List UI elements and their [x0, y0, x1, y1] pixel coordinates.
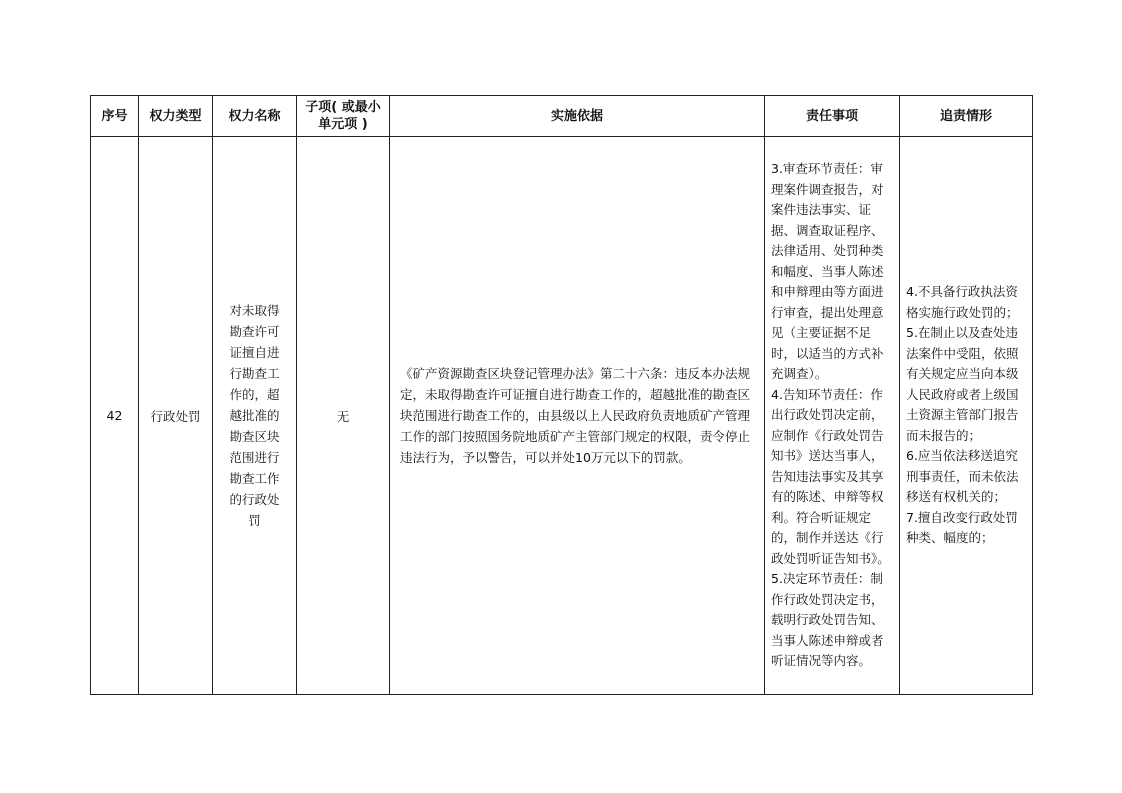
header-responsibilities: 责任事项 — [765, 96, 900, 137]
power-name-text: 对未取得勘查许可证擅自进行勘查工作的，超越批准的勘查区块范围进行勘查工作的行政处罚 — [229, 303, 280, 528]
cell-responsibilities — [765, 137, 900, 695]
accountability-item: 5.在制止以及查处违法案件中受阻，依照有关规定应当向本级人民政府或者上级国土资源主管部门报告而未报告的； — [906, 325, 1019, 443]
header-seq: 序号 — [91, 96, 139, 137]
basis-text: 《矿产资源勘查区块登记管理办法》第二十六条：违反本办法规定，未取得勘查许可证擅自进行勘查工作的，超越批准的勘查区块范围进行勘查工作的，由县级以上人民政府负责地质矿产管理工作的部门按照国务院地质矿产主管部门规定的权限，责令停止违法行为，予以警告，可以并处10万元以下的罚款。 — [400, 366, 751, 465]
header-sub-item: 子项( 或最小单元项 ) — [297, 96, 390, 137]
cell-seq: 42 — [91, 137, 139, 695]
cell-accountability — [900, 137, 1033, 695]
responsibility-item: 4.告知环节责任：作出行政处罚决定前，应制作《行政处罚告知书》送达当事人，告知违法事实及其享有的陈述、申辩等权利。符合听证规定的，制作并送达《行政处罚听证告知书》。 — [771, 386, 890, 566]
responsibility-item: 3.审查环节责任：审理案件调查报告，对案件违法事实、证据、调查取证程序、法律适用、处罚种类和幅度、当事人陈述和申辩理由等方面进行审查，提出处理意见（主要证据不足时，以适当的方式补充调查）。 — [771, 161, 884, 382]
accountability-item: 4.不具备行政执法资格实施行政处罚的； — [906, 284, 1019, 320]
header-power-name: 权力名称 — [213, 96, 297, 137]
table-header-row — [91, 96, 1033, 137]
power-list-table — [90, 95, 1033, 695]
cell-sub-item: 无 — [297, 137, 390, 695]
cell-power-name — [213, 137, 297, 695]
responsibility-item: 5.决定环节责任：制作行政处罚决定书，载明行政处罚告知、当事人陈述申辩或者听证情况等内容。 — [771, 571, 884, 669]
header-accountability: 追责情形 — [900, 96, 1033, 137]
header-basis: 实施依据 — [390, 96, 765, 137]
header-power-type: 权力类型 — [139, 96, 213, 137]
table-row — [91, 137, 1033, 695]
accountability-item: 7.擅自改变行政处罚种类、幅度的； — [906, 509, 1018, 546]
cell-power-type: 行政处罚 — [139, 137, 213, 695]
cell-basis — [390, 137, 765, 695]
accountability-item: 6.应当依法移送追究刑事责任，而未依法移送有权机关的； — [906, 448, 1019, 505]
